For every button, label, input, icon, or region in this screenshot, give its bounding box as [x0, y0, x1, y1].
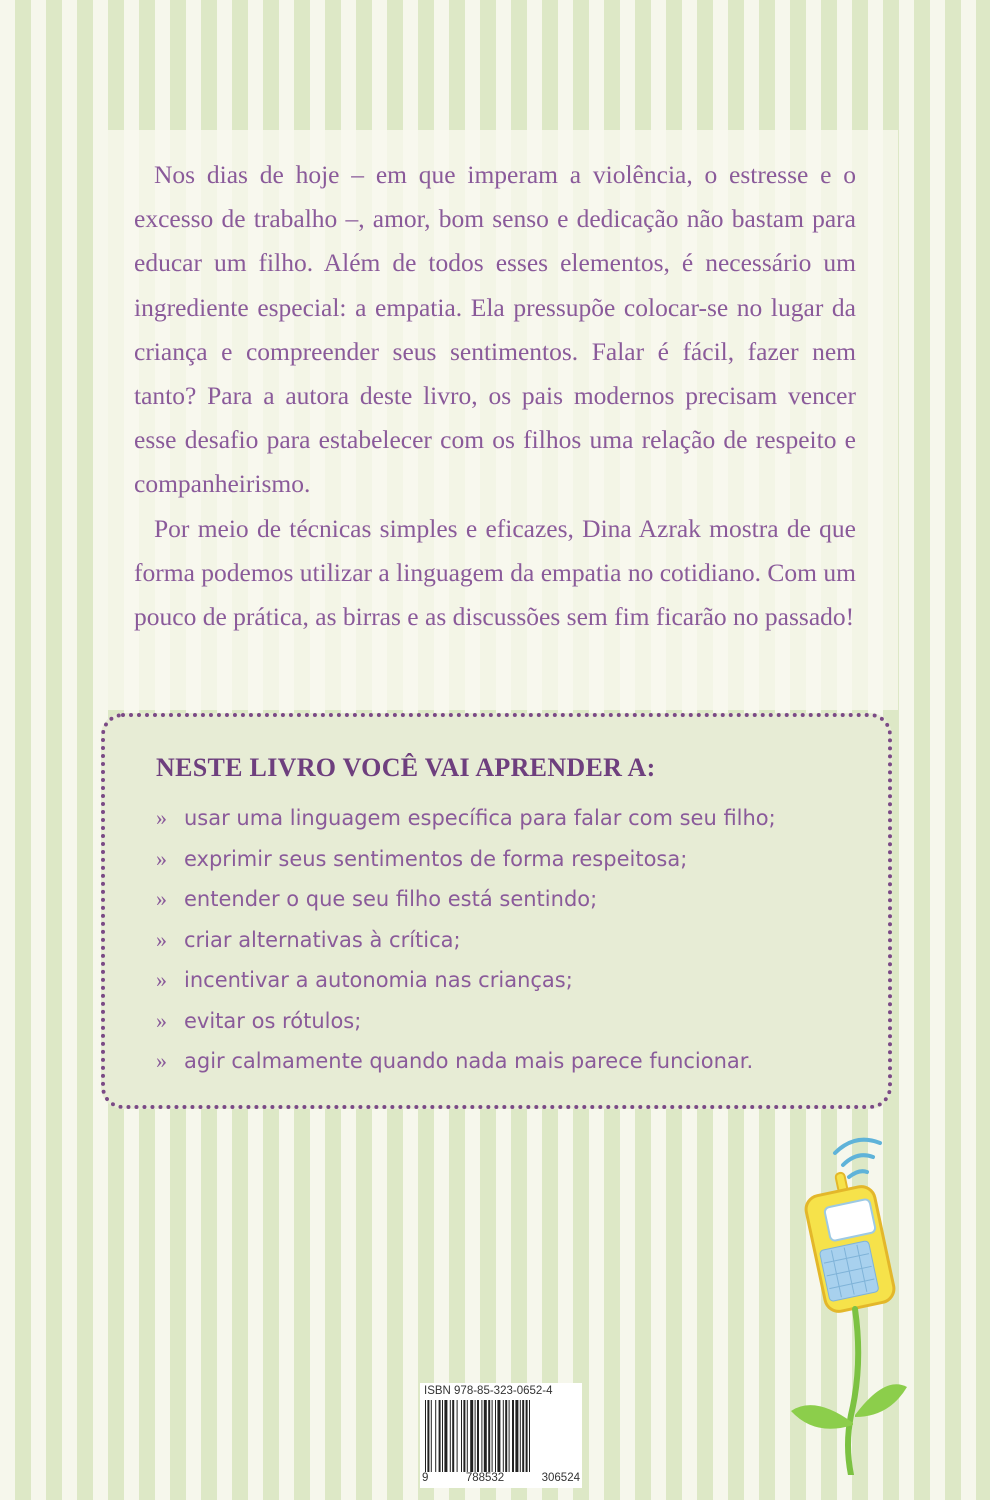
bullet-icon: » [156, 1007, 167, 1033]
learn-box [101, 713, 892, 1109]
learn-box-title: NESTE LIVRO VOCÊ VAI APRENDER A: [156, 753, 656, 782]
barcode-bar [481, 1400, 482, 1472]
isbn-digit-group: 306524 [541, 1472, 580, 1484]
barcode-bar [457, 1400, 458, 1472]
barcode-bar [427, 1400, 429, 1472]
barcode-bar [442, 1400, 443, 1472]
barcode-bar [463, 1400, 465, 1472]
barcode-bar [509, 1400, 510, 1472]
barcode-bar [488, 1400, 490, 1472]
barcode-bar [505, 1400, 507, 1472]
barcode-bar [515, 1400, 518, 1472]
barcode-bar [522, 1400, 524, 1472]
isbn-digit-group: 788532 [465, 1472, 505, 1484]
mobile-phone-flower-icon [785, 1125, 915, 1475]
isbn-label: ISBN 978-85-323-0652-4 [424, 1385, 553, 1397]
list-item [156, 1041, 776, 1082]
list-item [156, 960, 776, 1001]
bullet-icon: » [156, 845, 167, 871]
barcode-bar [512, 1400, 514, 1472]
barcode-bar [526, 1400, 528, 1472]
intro-text [134, 153, 856, 639]
barcode-bar [520, 1400, 521, 1472]
barcode-bar [435, 1400, 436, 1472]
barcode-bar [477, 1400, 479, 1472]
barcode-bar [461, 1400, 462, 1472]
list-item-text: usar uma linguagem específica para falar com seu filho; [184, 806, 776, 830]
barcode-bar [475, 1400, 476, 1472]
barcode-bar [431, 1400, 432, 1472]
list-item [156, 839, 776, 880]
barcode-bar [450, 1400, 451, 1472]
barcode-bar [484, 1400, 487, 1472]
intro-paragraph-1: Nos dias de hoje – em que imperam a violência, o estresse e o excesso de trabalho –, amor, bom senso e dedicação não bastam para educar um filho. Além de todos esses elementos, é necessário um ingrediente especial: a empatia. Ela pressupõe colocar-se no lugar da criança e compreender seus sentimentos. Falar é fácil, fazer nem tanto? Para a autora deste livro, os pais modernos precisam vencer esse desafio para estabelecer com os filhos uma relação de respeito e companheirismo. [134, 160, 856, 499]
barcode-bar [452, 1400, 454, 1472]
barcode-bar [492, 1400, 493, 1472]
barcode-bar [444, 1400, 447, 1472]
list-item-text: criar alternativas à crítica; [184, 927, 461, 952]
isbn-digits [422, 1472, 580, 1484]
isbn-barcode-block [420, 1383, 582, 1488]
barcode-bar [467, 1400, 468, 1472]
bullet-icon: » [156, 886, 167, 911]
list-item [156, 1001, 776, 1042]
list-item-text: incentivar a autonomia nas crianças; [184, 968, 573, 992]
list-item [156, 920, 776, 961]
barcode-bar [529, 1400, 530, 1472]
barcode-bar [497, 1400, 500, 1472]
barcode-bar [495, 1400, 496, 1472]
list-item [156, 798, 776, 839]
bullet-icon: » [156, 805, 167, 830]
barcode-bar [503, 1400, 504, 1472]
list-item-text: agir calmamente quando nada mais parece funcionar. [184, 1049, 754, 1073]
bullet-icon: » [156, 926, 167, 952]
bullet-icon: » [156, 1048, 167, 1073]
barcode-bar [470, 1400, 473, 1472]
list-item-text: exprimir seus sentimentos de forma respeitosa; [184, 846, 688, 871]
learn-list [156, 798, 776, 1082]
list-item [156, 879, 776, 920]
list-item-text: evitar os rótulos; [184, 1008, 362, 1033]
list-item-text: entender o que seu filho está sentindo; [184, 887, 598, 911]
bullet-icon: » [156, 967, 167, 992]
barcode-bar [425, 1400, 426, 1472]
intro-paragraph-2: Por meio de técnicas simples e eficazes, Dina Azrak mostra de que forma podemos utilizar a linguagem da empatia no cotidiano. Com um pouco de prática, as birras e as discussões sem fim ficarão no passado! [134, 513, 856, 632]
barcode-icon [425, 1400, 577, 1472]
barcode-bar [439, 1400, 441, 1472]
isbn-digit-group: 9 [422, 1472, 429, 1484]
